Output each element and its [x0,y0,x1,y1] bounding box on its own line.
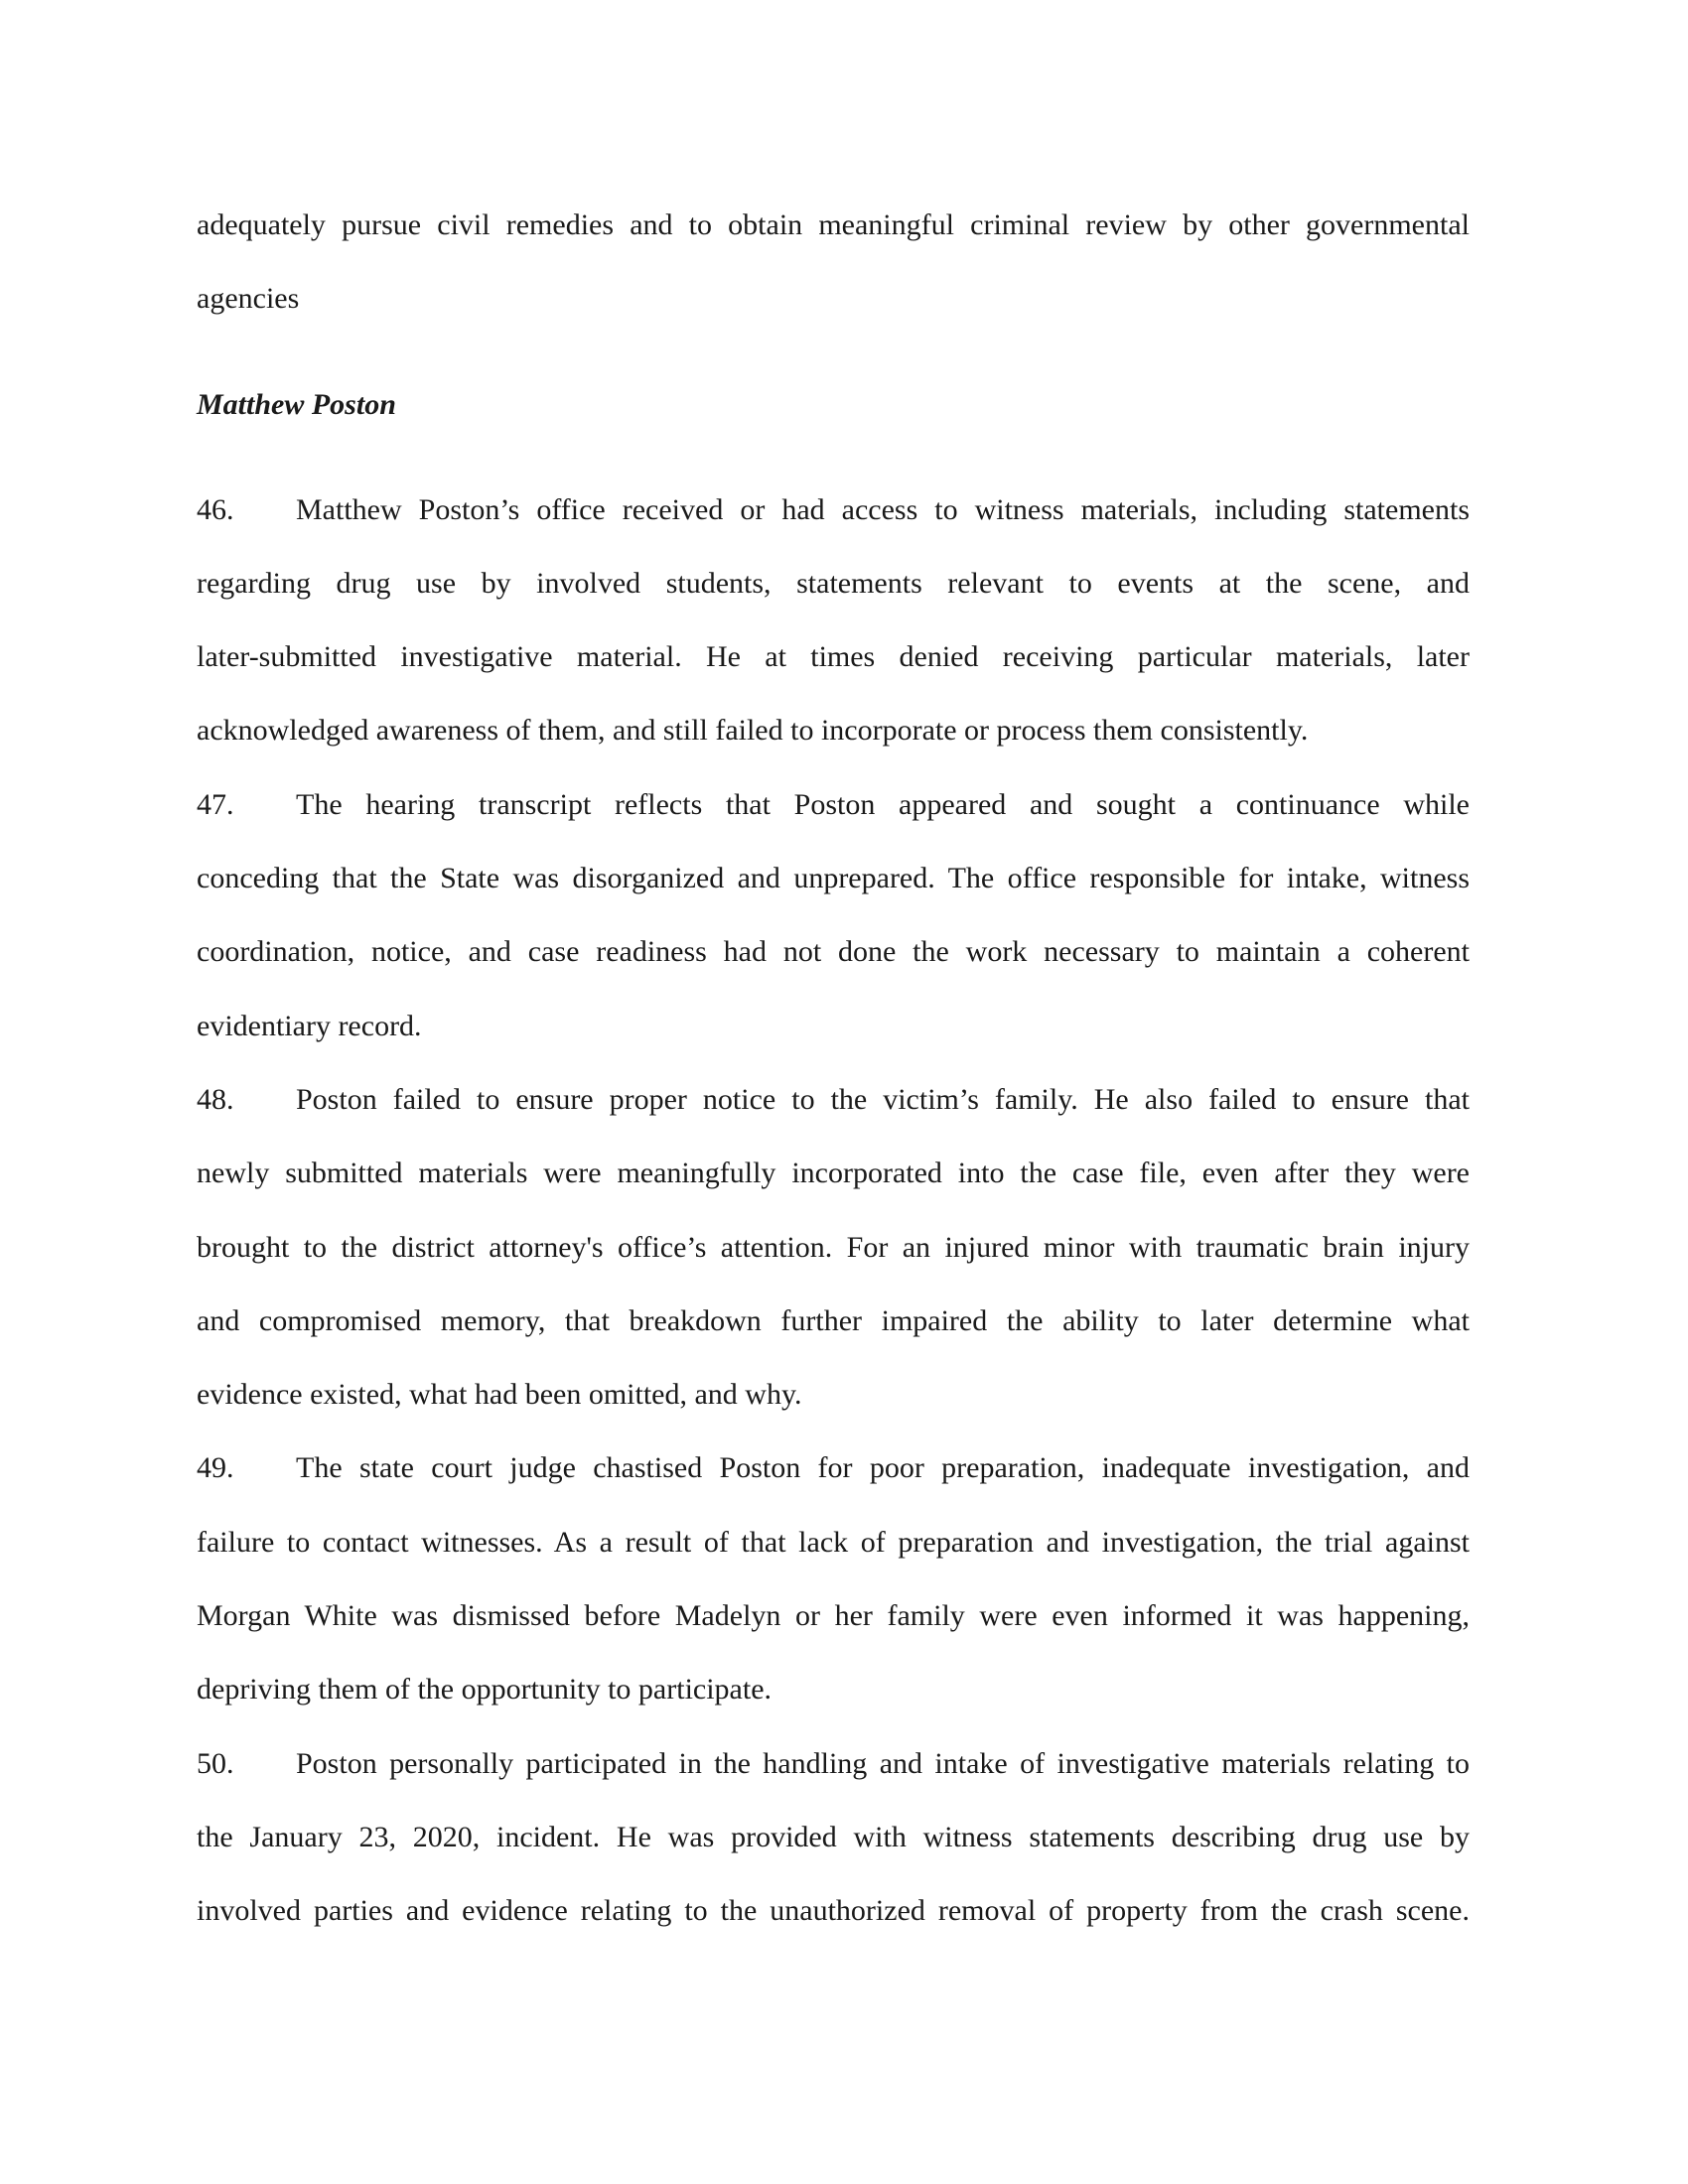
paragraph-number: 48. [197,1082,234,1116]
paragraph-number: 50. [197,1746,234,1780]
intro-paragraph [197,189,1470,337]
text-line: agencies [197,282,300,316]
document-body [197,189,1470,1949]
text-line [197,768,1470,842]
text-line [197,474,1470,547]
numbered-paragraph-48 [197,1063,1470,1432]
text-line: coordination, notice, and case readiness had not done the work necessary to maintain a coherent [197,935,1470,969]
text-line: depriving them of the opportunity to participate. [197,1673,773,1706]
numbered-paragraph-46 [197,474,1470,768]
text-line: conceding that the State was disorganized and unprepared. The office responsible for intake, witness [197,862,1470,895]
text-line: later-submitted investigative material. He at times denied receiving particular materials, later [197,640,1470,674]
text-line: adequately pursue civil remedies and to obtain meaningful criminal review by other governmental [197,208,1470,241]
paragraph-number: 49. [197,1451,234,1485]
text-line: and compromised memory, that breakdown further impaired the ability to later determine what [197,1303,1470,1337]
text-line: failure to contact witnesses. As a result of that lack of preparation and investigation, the trial against [197,1525,1470,1559]
text-line: Morgan White was dismissed before Madelyn or her family were even informed it was happening, [197,1599,1470,1633]
paragraph-first-line: The hearing transcript reflects that Poston appeared and sought a continuance while [296,787,1470,821]
text-line: regarding drug use by involved students, statements relevant to events at the scene, and [197,566,1470,600]
section-heading: Matthew Poston [197,387,396,421]
paragraph-number: 47. [197,787,234,821]
numbered-paragraph-50 [197,1727,1470,1949]
paragraph-first-line: Poston personally participated in the handling and intake of investigative materials relating to [296,1746,1470,1780]
text-line: evidence existed, what had been omitted, and why. [197,1378,802,1412]
paragraph-first-line: Poston failed to ensure proper notice to the victim’s family. He also failed to ensure that [296,1082,1470,1116]
text-line [197,1063,1470,1137]
text-line: the January 23, 2020, incident. He was provided with witness statements describing drug use by [197,1820,1470,1853]
paragraph-first-line: Matthew Poston’s office received or had access to witness materials, including statements [296,492,1470,526]
text-line: involved parties and evidence relating to the unauthorized removal of property from the crash scene. [197,1894,1470,1928]
text-line: brought to the district attorney's office’s attention. For an injured minor with traumatic brain injury [197,1230,1470,1264]
text-line [197,1727,1470,1801]
text-line: evidentiary record. [197,1009,422,1042]
text-line: acknowledged awareness of them, and still failed to incorporate or process them consistently. [197,714,1309,748]
text-line [197,1432,1470,1505]
text-line: newly submitted materials were meaningfully incorporated into the case file, even after they were [197,1157,1470,1190]
numbered-paragraph-49 [197,1432,1470,1726]
numbered-paragraph-47 [197,768,1470,1063]
paragraph-number: 46. [197,492,234,526]
paragraph-first-line: The state court judge chastised Poston for poor preparation, inadequate investigation, and [296,1451,1470,1485]
